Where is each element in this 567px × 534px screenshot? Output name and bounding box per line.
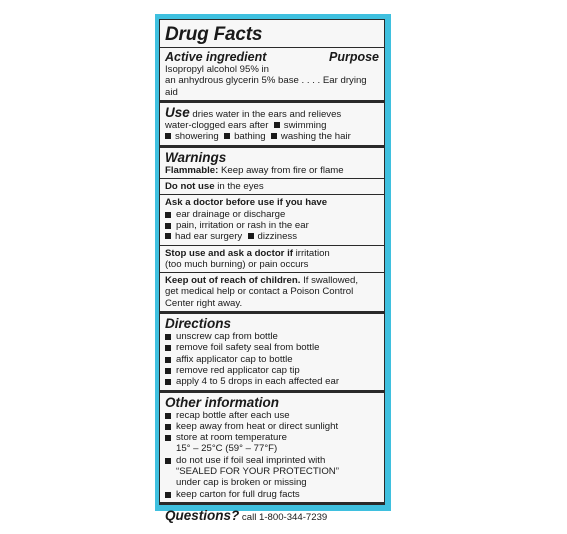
directions-section (165, 314, 379, 389)
use-heading: Use (165, 104, 190, 120)
use-item: bathing (234, 131, 266, 143)
drug-facts-panel (159, 19, 385, 523)
direction-item: remove red applicator cap tip (165, 365, 379, 376)
warnings-section (165, 148, 379, 311)
direction-item: affix applicator cap to bottle (165, 354, 379, 365)
bullet-icon (165, 435, 171, 441)
divider (160, 272, 384, 273)
use-text-2: water-clogged ears after (165, 120, 269, 132)
ask-doctor-label: Ask a doctor before use if you have (165, 197, 328, 209)
questions-text: call 1-800-344-7239 (239, 511, 328, 523)
bullet-icon (165, 458, 171, 464)
keep-out-label: Keep out of reach of children. (165, 275, 301, 287)
divider (160, 194, 384, 195)
other-info-item: recap bottle after each use (165, 410, 379, 421)
bullet-icon (165, 379, 171, 385)
do-not-use-text: in the eyes (214, 181, 264, 193)
bullet-icon (165, 223, 171, 229)
active-ingredient-section (165, 48, 379, 100)
use-item: showering (175, 131, 219, 143)
other-information-section (165, 393, 379, 502)
leader-dots: . . . . (301, 75, 321, 87)
use-section (165, 103, 379, 145)
use-item: washing the hair (280, 131, 351, 143)
bullet-icon (224, 133, 230, 139)
warnings-heading: Warnings (165, 149, 227, 165)
active-ingredient-heading: Active ingredient (165, 50, 267, 64)
keep-out-text-1: If swallowed, (300, 275, 358, 287)
direction-item: apply 4 to 5 drops in each affected ear (165, 376, 379, 387)
other-info-item: do not use if foil seal imprinted with “SEALED FOR YOUR PROTECTION” under cap is broken or missing (165, 455, 379, 489)
flammable-label: Flammable: (165, 164, 219, 176)
bullet-icon (271, 133, 277, 139)
bullet-icon (165, 424, 171, 430)
do-not-use-label: Do not use (165, 181, 215, 193)
bullet-icon (165, 357, 171, 363)
ask-doctor-item: had ear surgery (175, 231, 243, 243)
bullet-icon (165, 133, 171, 139)
use-text-1: dries water in the ears and relieves (189, 108, 342, 120)
divider (160, 245, 384, 246)
label-frame (155, 14, 391, 523)
active-line-1: Isopropyl alcohol 95% in (165, 64, 269, 75)
directions-heading: Directions (165, 316, 232, 332)
bullet-icon (165, 212, 171, 218)
questions-section (165, 505, 379, 525)
stop-use-text-1: irritation (292, 247, 330, 259)
other-information-heading: Other information (165, 394, 279, 410)
bullet-icon (165, 368, 171, 374)
ask-doctor-item: ear drainage or discharge (165, 209, 379, 220)
active-ingredient-text: an anhydrous glycerin 5% base (165, 75, 299, 87)
keep-out-text-3: Center right away. (165, 297, 243, 309)
bullet-icon (165, 492, 171, 498)
keep-out-text-2: get medical help or contact a Poison Control (165, 286, 354, 298)
divider (160, 178, 384, 179)
ask-doctor-item: pain, irritation or rash in the ear (165, 220, 379, 231)
bullet-icon (165, 233, 171, 239)
stop-use-text-2: (too much burning) or pain occurs (165, 258, 309, 270)
bullet-icon (165, 413, 171, 419)
use-item: swimming (283, 120, 327, 132)
bullet-icon (165, 345, 171, 351)
ask-doctor-item: dizziness (257, 231, 298, 243)
stop-use-label: Stop use and ask a doctor if (165, 247, 293, 259)
direction-item: unscrew cap from bottle (165, 331, 379, 342)
questions-heading: Questions? (165, 507, 240, 523)
purpose-text: Ear drying aid (165, 75, 367, 98)
direction-item: remove foil safety seal from bottle (165, 342, 379, 353)
drug-facts-title: Drug Facts (165, 24, 263, 45)
bullet-icon (248, 233, 254, 239)
other-info-item: keep carton for full drug facts (165, 489, 379, 500)
purpose-heading: Purpose (328, 50, 379, 64)
flammable-text: Keep away from fire or flame (218, 164, 344, 176)
bullet-icon (165, 334, 171, 340)
other-info-item: store at room temperature 15° – 25°C (59° – 77°F) (165, 432, 379, 455)
other-info-item: keep away from heat or direct sunlight (165, 421, 379, 432)
active-line-2 (165, 75, 379, 98)
bullet-icon (274, 122, 280, 128)
